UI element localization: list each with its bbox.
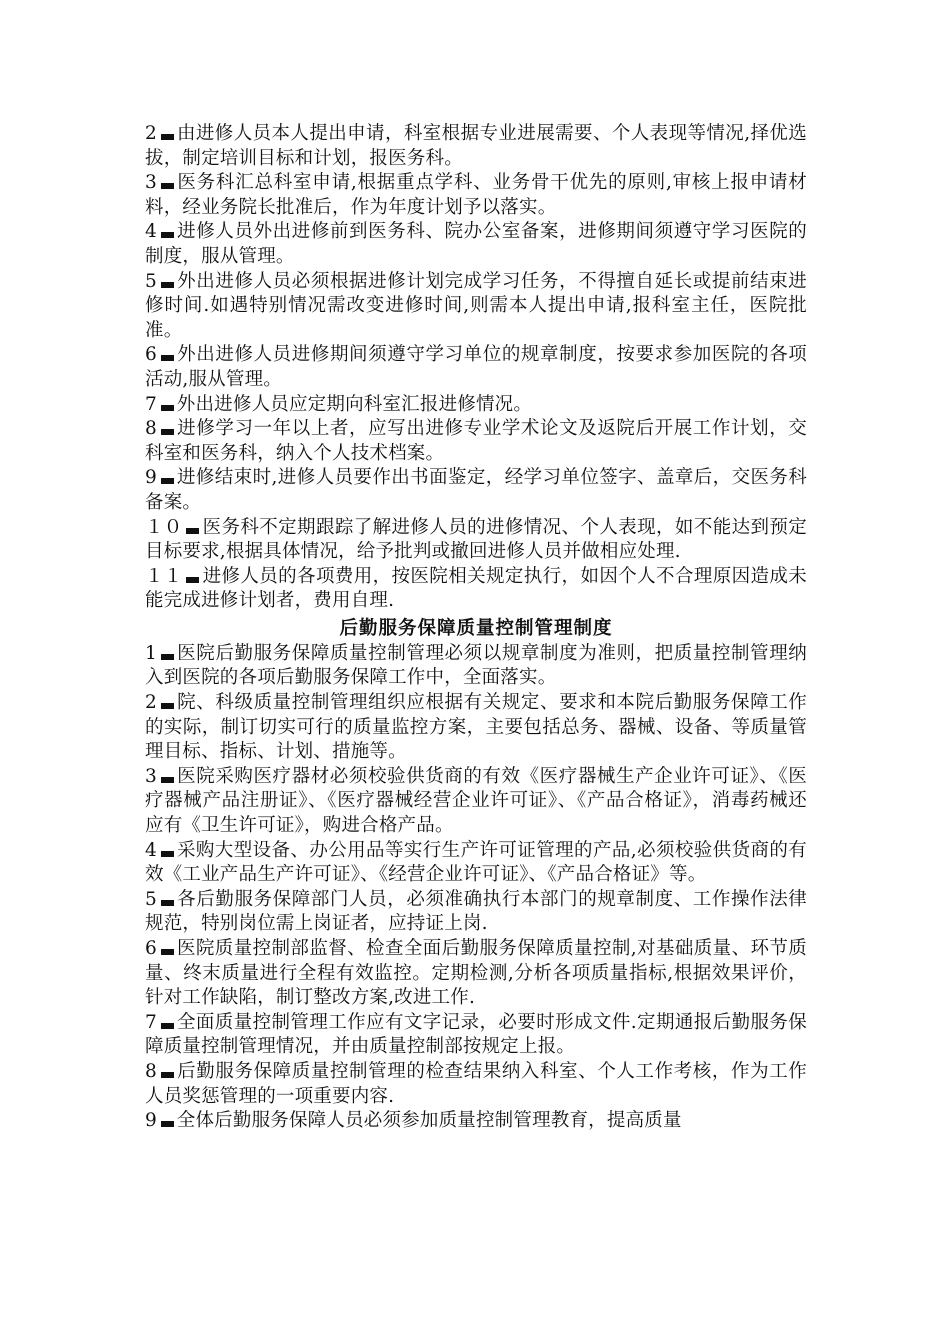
item-number: 2	[145, 692, 157, 714]
item-number: 4	[145, 221, 157, 243]
bullet-marker-icon	[161, 355, 174, 361]
list-item	[145, 1011, 807, 1060]
item-text: 医院质量控制部监督、检查全面后勤服务保障质量控制,对基础质量、环节质量、终末质量进行全程有效监控。定期检测,分析各项质量指标,根据效果评价，针对工作缺陷，制订整改方案,改进工作.	[145, 938, 807, 1009]
item-text: 由进修人员本人提出申请，科室根据专业进展需要、个人表现等情况,择优选拔，制定培训目标和计划，报医务科。	[145, 123, 807, 169]
bullet-marker-icon	[161, 1023, 174, 1029]
item-number: 8	[145, 1060, 157, 1082]
bullet-marker-icon	[161, 183, 174, 189]
item-number: 7	[145, 1011, 157, 1033]
document-page	[145, 122, 807, 1134]
item-number: 9	[145, 467, 157, 489]
bullet-marker-icon	[161, 703, 174, 709]
bullet-marker-icon	[161, 1072, 174, 1078]
list-item	[145, 220, 807, 269]
item-number: 5	[145, 888, 157, 910]
item-number: 8	[145, 418, 157, 440]
list-item	[145, 393, 807, 418]
bullet-marker-icon	[161, 282, 174, 288]
item-number: １０	[145, 516, 183, 538]
item-number: １１	[145, 565, 183, 587]
training-rules-section	[145, 122, 807, 614]
bullet-marker-icon	[161, 429, 174, 435]
item-text: 外出进修人员应定期向科室汇报进修情况。	[176, 393, 533, 415]
item-number: 4	[145, 839, 157, 861]
item-text: 各后勤服务保障部门人员，必须准确执行本部门的规章制度、工作操作法律规范，特别岗位需上岗证者，应持证上岗.	[145, 888, 807, 935]
item-text: 医务科汇总科室申请,根据重点学科、业务骨干优先的原则,审核上报申请材料，经业务院长批准后，作为年度计划予以落实。	[145, 172, 807, 218]
item-number: 6	[145, 344, 157, 366]
item-text: 外出进修人员进修期间须遵守学习单位的规章制度，按要求参加医院的各项活动,服从管理。	[145, 344, 807, 390]
bullet-marker-icon	[161, 405, 174, 411]
list-item	[145, 343, 807, 392]
item-text: 进修学习一年以上者，应写出进修专业学术论文及返院后开展工作计划，交科室和医务科，纳入个人技术档案。	[145, 418, 807, 464]
item-text: 进修人员的各项费用，按医院相关规定执行，如因个人不合理原因造成未能完成进修计划者，费用自理.	[145, 565, 807, 612]
bullet-marker-icon	[161, 478, 174, 484]
item-text: 外出进修人员必须根据进修计划完成学习任务，不得擅自延长或提前结束进修时间.如遇特别情况需改变进修时间,则需本人提出申请,报科室主任，医院批准。	[145, 270, 807, 341]
item-text: 医务科不定期跟踪了解进修人员的进修情况、个人表现，如不能达到预定目标要求,根据具体情况，给予批判或撤回进修人员并做相应处理.	[145, 516, 807, 563]
item-number: 7	[145, 393, 157, 415]
item-text: 进修人员外出进修前到医务科、院办公室备案，进修期间须遵守学习医院的制度，服从管理。	[145, 221, 807, 267]
item-text: 全面质量控制管理工作应有文字记录，必要时形成文件.定期通报后勤服务保障质量控制管理情况，并由质量控制部按规定上报。	[145, 1011, 807, 1058]
list-item	[145, 888, 807, 937]
item-text: 院、科级质量控制管理组织应根据有关规定、要求和本院后勤服务保障工作的实际，制订切实可行的质量监控方案，主要包括总务、器械、设备、等质量管理目标、指标、计划、措施等。	[145, 692, 807, 763]
list-item	[145, 122, 807, 171]
bullet-marker-icon	[186, 528, 199, 534]
item-number: 9	[145, 1110, 157, 1132]
list-item	[145, 1109, 807, 1134]
item-text: 进修结束时,进修人员要作出书面鉴定，经学习单位签字、盖章后，交医务科备案。	[145, 467, 807, 513]
list-item	[145, 417, 807, 466]
list-item	[145, 937, 807, 1011]
item-number: 5	[145, 270, 157, 292]
item-text: 全体后勤服务保障人员必须参加质量控制管理教育，提高质量	[176, 1110, 682, 1132]
bullet-marker-icon	[161, 949, 174, 955]
logistics-quality-section	[145, 642, 807, 1134]
bullet-marker-icon	[161, 777, 174, 783]
bullet-marker-icon	[161, 851, 174, 857]
bullet-marker-icon	[186, 577, 199, 583]
item-text: 采购大型设备、办公用品等实行生产许可证管理的产品,必须校验供货商的有效《工业产品生产许可证》、《经营企业许可证》、《产品合格证》等。	[145, 839, 807, 886]
list-item	[145, 270, 807, 344]
bullet-marker-icon	[161, 654, 174, 660]
bullet-marker-icon	[161, 900, 174, 906]
section-title: 后勤服务保障质量控制管理制度	[339, 617, 613, 639]
item-number: 6	[145, 938, 157, 959]
item-number: 2	[145, 123, 157, 144]
list-item	[145, 516, 807, 565]
list-item	[145, 466, 807, 515]
list-item	[145, 1060, 807, 1109]
list-item	[145, 171, 807, 220]
bullet-marker-icon	[161, 134, 174, 140]
bullet-marker-icon	[161, 1121, 174, 1127]
list-item	[145, 642, 807, 691]
bullet-marker-icon	[161, 232, 174, 238]
item-number: 3	[145, 172, 157, 194]
item-number: 3	[145, 765, 157, 787]
item-text: 医院采购医疗器材必须校验供货商的有效《医疗器械生产企业许可证》、《医疗器械产品注册证》、《医疗器械经营企业许可证》、《产品合格证》，消毒药械还应有《卫生许可证》，购进合格产品。	[145, 765, 807, 837]
item-text: 后勤服务保障质量控制管理的检查结果纳入科室、个人工作考核，作为工作人员奖惩管理的一项重要内容.	[145, 1060, 807, 1107]
item-number: 1	[145, 642, 157, 664]
list-item	[145, 691, 807, 765]
list-item	[145, 765, 807, 839]
list-item	[145, 839, 807, 888]
list-item	[145, 565, 807, 614]
item-text: 医院后勤服务保障质量控制管理必须以规章制度为准则，把质量控制管理纳入到医院的各项后勤服务保障工作中，全面落实。	[145, 642, 807, 689]
